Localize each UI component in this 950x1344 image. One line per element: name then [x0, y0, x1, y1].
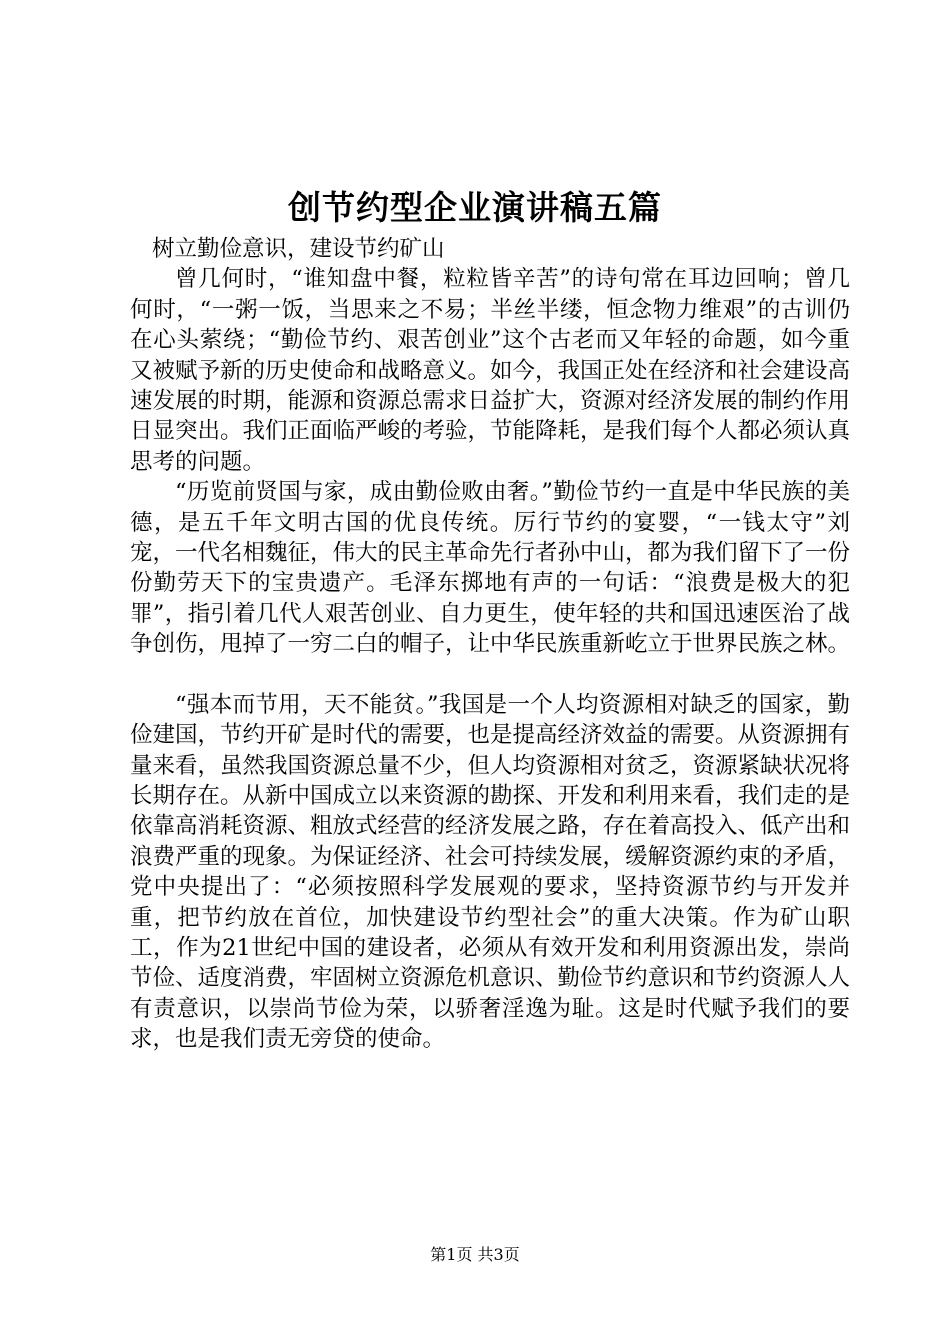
document-title: 创节约型企业演讲稿五篇	[288, 188, 662, 227]
paragraph-2: “历览前贤国与家，成由勤俭败由奢。”勤俭节约一直是中华民族的美德，是五千年文明古国的优良传统。厉行节约的宴婴，“一钱太守”刘宠，一代名相魏征，伟大的民主革命先行者孙中山，都为我们留下了一份份勤劳天下的宝贵遗产。毛泽东掷地有声的一句话：“浪费是极大的犯罪”，指引着几代人艰苦创业、自力更生，使年轻的共和国迅速医治了战争创伤，甩掉了一穷二白的帽子，让中华民族重新屹立于世界民族之林。	[130, 479, 851, 658]
paragraph-1: 曾几何时，“谁知盘中餐，粒粒皆辛苦”的诗句常在耳边回响；曾几何时，“一粥一饭，当思来之不易；半丝半缕，恒念物力维艰”的古训仍在心头萦绕；“勤俭节约、艰苦创业”这个古老而又年轻的命题，如今重又被赋予新的历史使命和战略意义。如今，我国正处在经济和社会建设高速发展的时期，能源和资源总需求日益扩大，资源对经济发展的制约作用日显突出。我们正面临严峻的考验，节能降耗，是我们每个人都必须认真思考的问题。	[130, 266, 851, 475]
page-footer: 第1页 共3页	[430, 1245, 520, 1264]
paragraph-3: “强本而节用，天不能贫。”我国是一个人均资源相对缺乏的国家，勤俭建国，节约开矿是时代的需要，也是提高经济效益的需要。从资源拥有量来看，虽然我国资源总量不少，但人均资源相对贫乏，资源紧缺状况将长期存在。从新中国成立以来资源的勘探、开发和利用来看，我们走的是依靠高消耗资源、粗放式经营的经济发展之路，存在着高投入、低产出和浪费严重的现象。为保证经济、社会可持续发展，缓解资源约束的矛盾，党中央提出了：“必须按照科学发展观的要求，坚持资源节约与开发并重，把节约放在首位，加快建设节约型社会”的重大决策。作为矿山职工，作为21世纪中国的建设者，必须从有效开发和利用资源出发，崇尚节俭、适度消费，牢固树立资源危机意识、勤俭节约意识和节约资源人人有责意识，以崇尚节俭为荣，以骄奢淫逸为耻。这是时代赋予我们的要求，也是我们责无旁贷的使命。	[130, 691, 851, 1053]
section-subtitle: 树立勤俭意识，建设节约矿山	[152, 236, 445, 262]
paragraph-spacer	[130, 660, 850, 690]
document-body	[130, 234, 850, 1055]
